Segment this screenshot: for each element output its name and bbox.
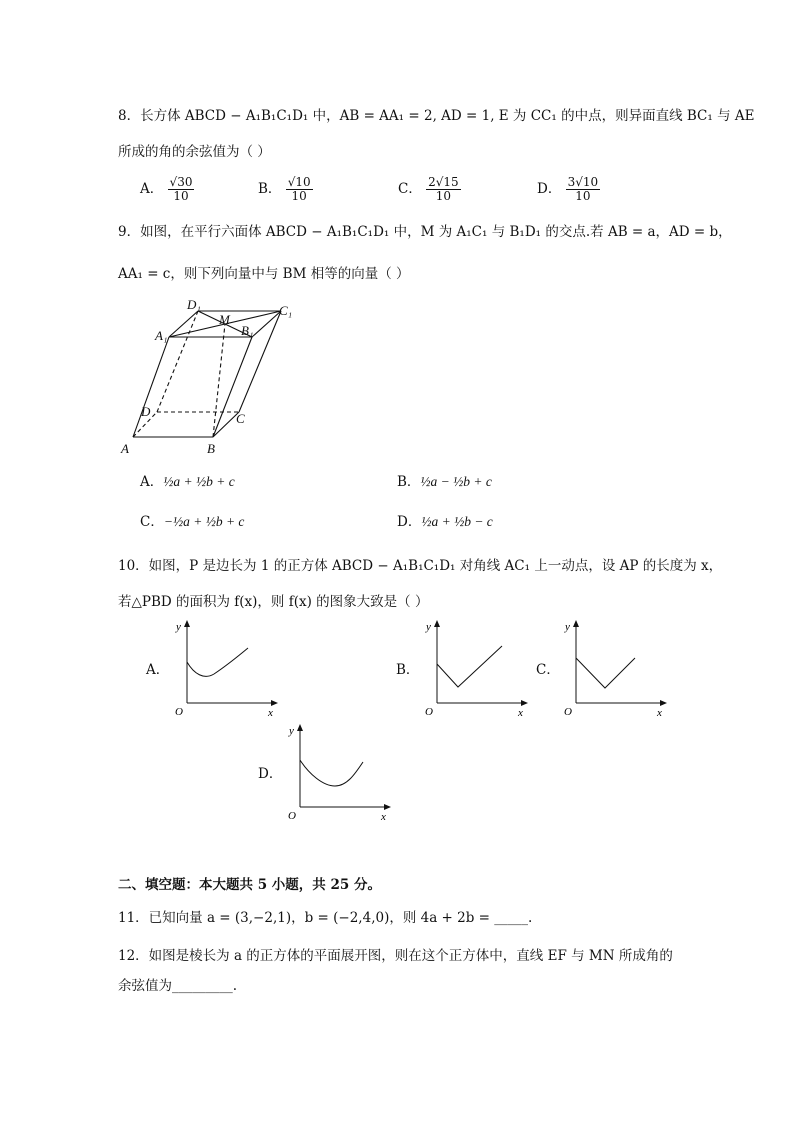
q8-stem-line1: 8．长方体 ABCD − A₁B₁C₁D₁ 中，AB = AA₁ = 2, AD = 1, E 为 CC₁ 的中点，则异面直线 BC₁ 与 AE	[118, 108, 755, 124]
svg-text:x: x	[268, 707, 273, 718]
svg-text:y: y	[426, 621, 431, 633]
svg-text:O: O	[425, 706, 433, 718]
graph-d[interactable]	[283, 722, 393, 822]
q8-option-d[interactable]: D． $\frac{3√10}{10}$	[537, 175, 599, 203]
graph-c[interactable]	[559, 618, 669, 718]
label-a: A	[121, 441, 129, 456]
label-d1: D₁	[187, 297, 201, 312]
svg-text:O: O	[288, 810, 296, 822]
q12-stem-line2: 余弦值为_________.	[118, 978, 238, 994]
q8-option-b[interactable]: B． $\frac{√10}{10}$	[258, 175, 311, 203]
q10-stem-line2: 若△PBD 的面积为 f(x)，则 f(x) 的图象大致是（ ）	[118, 594, 429, 610]
label-b1: B₁	[241, 323, 254, 338]
q9-option-d[interactable]: D．½a + ½b − c	[397, 514, 493, 530]
graph-b-label[interactable]: B．	[396, 662, 420, 678]
section-heading: 二、填空题：本大题共 5 小题，共 25 分。	[118, 877, 381, 893]
label-m: M	[219, 312, 230, 327]
graph-a[interactable]	[170, 618, 280, 718]
q8-option-c[interactable]: C． $\frac{2√15}{10}$	[398, 175, 459, 203]
svg-text:x: x	[381, 811, 386, 822]
q11-stem: 11．已知向量 a = (3,−2,1)，b = (−2,4,0)，则 4a + 2b = _____.	[118, 910, 533, 926]
q8-option-a[interactable]: A． $\frac{√30}{10}$	[140, 175, 193, 203]
label-d: D	[141, 404, 151, 419]
q12-stem-line1: 12．如图是棱长为 a 的正方体的平面展开图，则在这个正方体中，直线 EF 与 MN 所成角的	[118, 948, 673, 964]
svg-text:O: O	[175, 706, 183, 718]
q9-option-b[interactable]: B．½a − ½b + c	[397, 474, 492, 490]
q8-stem-line2: 所成的角的余弦值为（ ）	[118, 144, 271, 160]
svg-text:x: x	[518, 707, 523, 718]
label-c: C	[236, 411, 245, 426]
label-b: B	[207, 441, 215, 456]
label-c1: C₁	[279, 303, 293, 318]
q9-stem-line2: AA₁ = c，则下列向量中与 BM 相等的向量（ ）	[118, 266, 410, 282]
svg-text:y: y	[289, 725, 294, 737]
graph-a-label[interactable]: A．	[146, 662, 170, 678]
svg-text:O: O	[564, 706, 572, 718]
parallelepiped-figure	[115, 296, 315, 458]
q10-stem-line1: 10．如图，P 是边长为 1 的正方体 ABCD − A₁B₁C₁D₁ 对角线 AC₁ 上一动点，设 AP 的长度为 x，	[118, 558, 723, 574]
q9-option-a[interactable]: A．½a + ½b + c	[140, 474, 235, 490]
graph-c-label[interactable]: C．	[536, 662, 560, 678]
graph-b[interactable]	[420, 618, 530, 718]
svg-text:y: y	[176, 621, 181, 633]
svg-text:x: x	[657, 707, 662, 718]
q9-stem-line1: 9．如图，在平行六面体 ABCD − A₁B₁C₁D₁ 中，M 为 A₁C₁ 与 B₁D₁ 的交点.若 AB = a，AD = b，	[118, 224, 732, 240]
label-a1: A₁	[155, 328, 168, 343]
graph-d-label[interactable]: D．	[258, 766, 283, 782]
q9-option-c[interactable]: C．−½a + ½b + c	[140, 514, 245, 530]
svg-text:y: y	[565, 621, 570, 633]
